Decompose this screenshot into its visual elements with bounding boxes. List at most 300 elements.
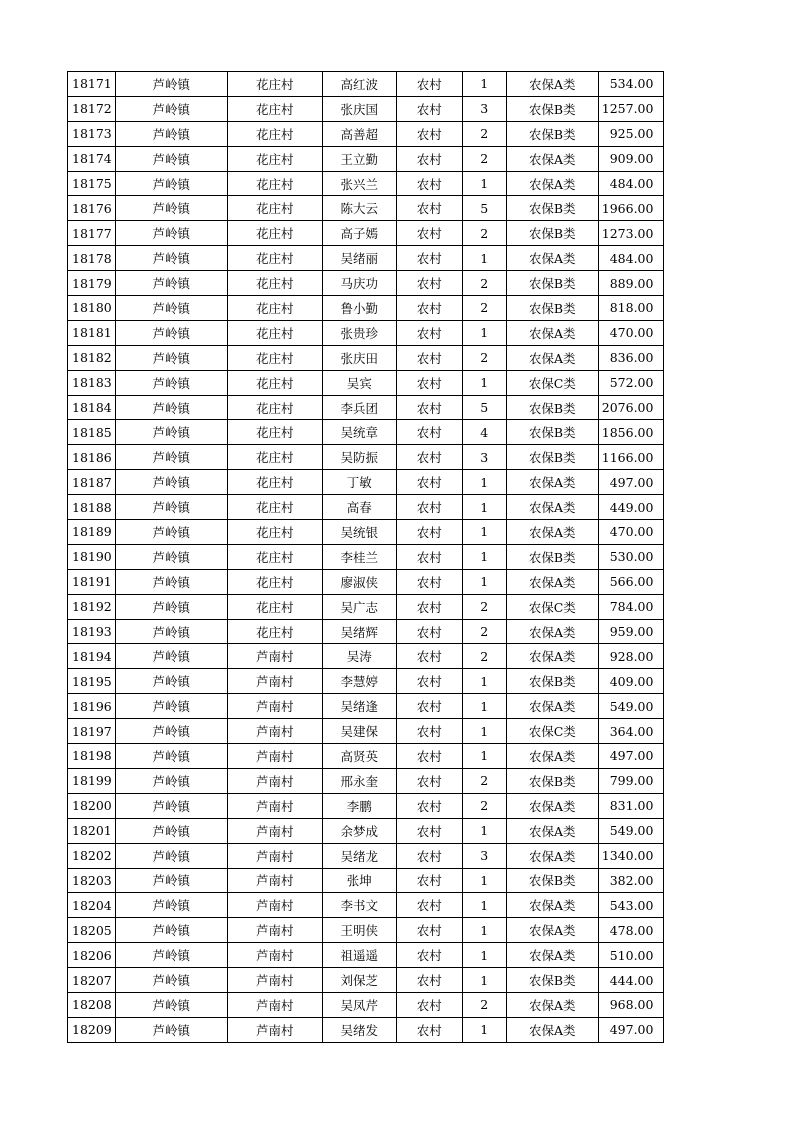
village-cell: 花庄村 — [227, 320, 322, 345]
record-id-cell: 18193 — [68, 619, 116, 644]
record-id-cell: 18182 — [68, 345, 116, 370]
town-cell: 芦岭镇 — [115, 370, 227, 395]
village-cell: 花庄村 — [227, 569, 322, 594]
town-cell: 芦岭镇 — [115, 495, 227, 520]
household-type-cell: 农村 — [396, 843, 462, 868]
village-cell: 花庄村 — [227, 495, 322, 520]
town-cell: 芦岭镇 — [115, 868, 227, 893]
household-type-cell: 农村 — [396, 569, 462, 594]
member-count-cell: 1 — [462, 893, 506, 918]
insurance-category-cell: 农保B类 — [506, 296, 598, 321]
person-name-cell: 吴涛 — [322, 644, 396, 669]
town-cell: 芦岭镇 — [115, 544, 227, 569]
village-cell: 花庄村 — [227, 271, 322, 296]
record-id-cell: 18190 — [68, 544, 116, 569]
village-cell: 芦南村 — [227, 843, 322, 868]
table-row — [68, 918, 664, 943]
person-name-cell: 马庆功 — [322, 271, 396, 296]
household-type-cell: 农村 — [396, 196, 462, 221]
member-count-cell: 3 — [462, 96, 506, 121]
household-type-cell: 农村 — [396, 694, 462, 719]
village-cell: 花庄村 — [227, 146, 322, 171]
village-cell: 芦南村 — [227, 943, 322, 968]
household-type-cell: 农村 — [396, 943, 462, 968]
amount-cell: 382.00 — [598, 868, 664, 893]
record-id-cell: 18191 — [68, 569, 116, 594]
amount-cell: 818.00 — [598, 296, 664, 321]
table-row — [68, 196, 664, 221]
table-row — [68, 818, 664, 843]
insurance-category-cell: 农保A类 — [506, 470, 598, 495]
table-row — [68, 470, 664, 495]
table-row — [68, 320, 664, 345]
member-count-cell: 1 — [462, 1017, 506, 1042]
household-type-cell: 农村 — [396, 445, 462, 470]
record-id-cell: 18175 — [68, 171, 116, 196]
amount-cell: 889.00 — [598, 271, 664, 296]
insurance-category-cell: 农保A类 — [506, 918, 598, 943]
town-cell: 芦岭镇 — [115, 968, 227, 993]
table-row — [68, 420, 664, 445]
member-count-cell: 5 — [462, 196, 506, 221]
household-type-cell: 农村 — [396, 669, 462, 694]
village-cell: 芦南村 — [227, 768, 322, 793]
insurance-category-cell: 农保B类 — [506, 669, 598, 694]
table-row — [68, 893, 664, 918]
insurance-category-cell: 农保A类 — [506, 744, 598, 769]
town-cell: 芦岭镇 — [115, 296, 227, 321]
member-count-cell: 2 — [462, 594, 506, 619]
amount-cell: 497.00 — [598, 744, 664, 769]
household-type-cell: 农村 — [396, 768, 462, 793]
table-row — [68, 370, 664, 395]
table-row — [68, 495, 664, 520]
town-cell: 芦岭镇 — [115, 345, 227, 370]
member-count-cell: 2 — [462, 992, 506, 1017]
amount-cell: 1856.00 — [598, 420, 664, 445]
data-table — [67, 71, 664, 1043]
village-cell: 花庄村 — [227, 345, 322, 370]
person-name-cell: 王立勤 — [322, 146, 396, 171]
member-count-cell: 1 — [462, 744, 506, 769]
member-count-cell: 1 — [462, 72, 506, 97]
town-cell: 芦岭镇 — [115, 893, 227, 918]
amount-cell: 566.00 — [598, 569, 664, 594]
table-row — [68, 694, 664, 719]
table-row — [68, 968, 664, 993]
insurance-category-cell: 农保A类 — [506, 246, 598, 271]
person-name-cell: 吴建保 — [322, 719, 396, 744]
table-row — [68, 644, 664, 669]
record-id-cell: 18184 — [68, 395, 116, 420]
member-count-cell: 1 — [462, 495, 506, 520]
table-row — [68, 744, 664, 769]
person-name-cell: 李书文 — [322, 893, 396, 918]
table-row — [68, 719, 664, 744]
person-name-cell: 李兵团 — [322, 395, 396, 420]
member-count-cell: 5 — [462, 395, 506, 420]
town-cell: 芦岭镇 — [115, 744, 227, 769]
member-count-cell: 1 — [462, 569, 506, 594]
record-id-cell: 18173 — [68, 121, 116, 146]
household-type-cell: 农村 — [396, 992, 462, 1017]
table-row — [68, 943, 664, 968]
record-id-cell: 18178 — [68, 246, 116, 271]
member-count-cell: 1 — [462, 669, 506, 694]
record-id-cell: 18194 — [68, 644, 116, 669]
household-type-cell: 农村 — [396, 345, 462, 370]
person-name-cell: 吴绪发 — [322, 1017, 396, 1042]
household-type-cell: 农村 — [396, 221, 462, 246]
village-cell: 芦南村 — [227, 793, 322, 818]
village-cell: 花庄村 — [227, 196, 322, 221]
record-id-cell: 18189 — [68, 520, 116, 545]
table-row — [68, 669, 664, 694]
person-name-cell: 祖遥遥 — [322, 943, 396, 968]
table-row — [68, 793, 664, 818]
village-cell: 花庄村 — [227, 445, 322, 470]
table-row — [68, 345, 664, 370]
amount-cell: 543.00 — [598, 893, 664, 918]
amount-cell: 909.00 — [598, 146, 664, 171]
village-cell: 芦南村 — [227, 1017, 322, 1042]
insurance-category-cell: 农保A类 — [506, 171, 598, 196]
member-count-cell: 1 — [462, 520, 506, 545]
town-cell: 芦岭镇 — [115, 96, 227, 121]
person-name-cell: 张庆国 — [322, 96, 396, 121]
amount-cell: 1257.00 — [598, 96, 664, 121]
member-count-cell: 2 — [462, 146, 506, 171]
insurance-category-cell: 农保B类 — [506, 271, 598, 296]
person-name-cell: 张兴兰 — [322, 171, 396, 196]
record-id-cell: 18183 — [68, 370, 116, 395]
household-type-cell: 农村 — [396, 893, 462, 918]
town-cell: 芦岭镇 — [115, 594, 227, 619]
amount-cell: 497.00 — [598, 470, 664, 495]
household-type-cell: 农村 — [396, 420, 462, 445]
person-name-cell: 张庆田 — [322, 345, 396, 370]
insurance-category-cell: 农保A类 — [506, 495, 598, 520]
amount-cell: 449.00 — [598, 495, 664, 520]
village-cell: 花庄村 — [227, 594, 322, 619]
record-id-cell: 18174 — [68, 146, 116, 171]
village-cell: 花庄村 — [227, 370, 322, 395]
record-id-cell: 18185 — [68, 420, 116, 445]
table-row — [68, 768, 664, 793]
insurance-category-cell: 农保A类 — [506, 992, 598, 1017]
insurance-category-cell: 农保B类 — [506, 96, 598, 121]
person-name-cell: 李桂兰 — [322, 544, 396, 569]
table-row — [68, 619, 664, 644]
town-cell: 芦岭镇 — [115, 943, 227, 968]
town-cell: 芦岭镇 — [115, 918, 227, 943]
amount-cell: 784.00 — [598, 594, 664, 619]
village-cell: 花庄村 — [227, 520, 322, 545]
record-id-cell: 18200 — [68, 793, 116, 818]
household-type-cell: 农村 — [396, 72, 462, 97]
town-cell: 芦岭镇 — [115, 221, 227, 246]
person-name-cell: 张贵珍 — [322, 320, 396, 345]
person-name-cell: 高善超 — [322, 121, 396, 146]
table-row — [68, 445, 664, 470]
person-name-cell: 王明侠 — [322, 918, 396, 943]
record-id-cell: 18176 — [68, 196, 116, 221]
record-id-cell: 18179 — [68, 271, 116, 296]
insurance-category-cell: 农保A类 — [506, 818, 598, 843]
person-name-cell: 吴宾 — [322, 370, 396, 395]
record-id-cell: 18204 — [68, 893, 116, 918]
insurance-category-cell: 农保A类 — [506, 1017, 598, 1042]
table-row — [68, 992, 664, 1017]
amount-cell: 1340.00 — [598, 843, 664, 868]
insurance-category-cell: 农保B类 — [506, 544, 598, 569]
person-name-cell: 邢永奎 — [322, 768, 396, 793]
village-cell: 芦南村 — [227, 744, 322, 769]
amount-cell: 1166.00 — [598, 445, 664, 470]
household-type-cell: 农村 — [396, 395, 462, 420]
person-name-cell: 吴统银 — [322, 520, 396, 545]
amount-cell: 831.00 — [598, 793, 664, 818]
member-count-cell: 1 — [462, 470, 506, 495]
insurance-category-cell: 农保C类 — [506, 370, 598, 395]
person-name-cell: 高贤英 — [322, 744, 396, 769]
household-type-cell: 农村 — [396, 619, 462, 644]
amount-cell: 484.00 — [598, 171, 664, 196]
record-id-cell: 18198 — [68, 744, 116, 769]
member-count-cell: 2 — [462, 619, 506, 644]
member-count-cell: 1 — [462, 544, 506, 569]
household-type-cell: 农村 — [396, 1017, 462, 1042]
record-id-cell: 18171 — [68, 72, 116, 97]
amount-cell: 470.00 — [598, 520, 664, 545]
amount-cell: 925.00 — [598, 121, 664, 146]
amount-cell: 799.00 — [598, 768, 664, 793]
record-id-cell: 18202 — [68, 843, 116, 868]
town-cell: 芦岭镇 — [115, 619, 227, 644]
household-type-cell: 农村 — [396, 121, 462, 146]
insurance-category-cell: 农保B类 — [506, 395, 598, 420]
table-row — [68, 544, 664, 569]
person-name-cell: 余梦成 — [322, 818, 396, 843]
person-name-cell: 高子嫣 — [322, 221, 396, 246]
table-row — [68, 96, 664, 121]
amount-cell: 534.00 — [598, 72, 664, 97]
village-cell: 芦南村 — [227, 818, 322, 843]
record-id-cell: 18172 — [68, 96, 116, 121]
insurance-category-cell: 农保B类 — [506, 420, 598, 445]
member-count-cell: 2 — [462, 793, 506, 818]
table-row — [68, 221, 664, 246]
member-count-cell: 1 — [462, 370, 506, 395]
town-cell: 芦岭镇 — [115, 72, 227, 97]
amount-cell: 484.00 — [598, 246, 664, 271]
household-type-cell: 农村 — [396, 246, 462, 271]
insurance-category-cell: 农保A类 — [506, 644, 598, 669]
table-body — [68, 72, 664, 1043]
town-cell: 芦岭镇 — [115, 644, 227, 669]
record-id-cell: 18177 — [68, 221, 116, 246]
village-cell: 芦南村 — [227, 893, 322, 918]
record-id-cell: 18187 — [68, 470, 116, 495]
household-type-cell: 农村 — [396, 719, 462, 744]
insurance-category-cell: 农保B类 — [506, 221, 598, 246]
insurance-category-cell: 农保A类 — [506, 320, 598, 345]
member-count-cell: 1 — [462, 246, 506, 271]
record-id-cell: 18207 — [68, 968, 116, 993]
village-cell: 花庄村 — [227, 121, 322, 146]
record-id-cell: 18197 — [68, 719, 116, 744]
table-row — [68, 594, 664, 619]
amount-cell: 530.00 — [598, 544, 664, 569]
household-type-cell: 农村 — [396, 744, 462, 769]
table-row — [68, 296, 664, 321]
amount-cell: 572.00 — [598, 370, 664, 395]
town-cell: 芦岭镇 — [115, 520, 227, 545]
amount-cell: 928.00 — [598, 644, 664, 669]
town-cell: 芦岭镇 — [115, 793, 227, 818]
record-id-cell: 18186 — [68, 445, 116, 470]
member-count-cell: 1 — [462, 918, 506, 943]
household-type-cell: 农村 — [396, 470, 462, 495]
household-type-cell: 农村 — [396, 818, 462, 843]
table-row — [68, 1017, 664, 1042]
household-type-cell: 农村 — [396, 644, 462, 669]
town-cell: 芦岭镇 — [115, 1017, 227, 1042]
household-type-cell: 农村 — [396, 296, 462, 321]
member-count-cell: 2 — [462, 271, 506, 296]
person-name-cell: 张坤 — [322, 868, 396, 893]
amount-cell: 549.00 — [598, 694, 664, 719]
village-cell: 芦南村 — [227, 719, 322, 744]
person-name-cell: 陈大云 — [322, 196, 396, 221]
member-count-cell: 1 — [462, 719, 506, 744]
person-name-cell: 丁敏 — [322, 470, 396, 495]
member-count-cell: 2 — [462, 345, 506, 370]
table-row — [68, 520, 664, 545]
village-cell: 芦南村 — [227, 669, 322, 694]
member-count-cell: 2 — [462, 221, 506, 246]
village-cell: 花庄村 — [227, 296, 322, 321]
amount-cell: 497.00 — [598, 1017, 664, 1042]
member-count-cell: 2 — [462, 644, 506, 669]
household-type-cell: 农村 — [396, 495, 462, 520]
table-row — [68, 395, 664, 420]
insurance-category-cell: 农保A类 — [506, 619, 598, 644]
person-name-cell: 吴绪辉 — [322, 619, 396, 644]
record-id-cell: 18199 — [68, 768, 116, 793]
village-cell: 芦南村 — [227, 968, 322, 993]
member-count-cell: 1 — [462, 320, 506, 345]
household-type-cell: 农村 — [396, 544, 462, 569]
member-count-cell: 3 — [462, 445, 506, 470]
record-id-cell: 18188 — [68, 495, 116, 520]
insurance-category-cell: 农保A类 — [506, 72, 598, 97]
household-type-cell: 农村 — [396, 271, 462, 296]
town-cell: 芦岭镇 — [115, 320, 227, 345]
amount-cell: 470.00 — [598, 320, 664, 345]
town-cell: 芦岭镇 — [115, 196, 227, 221]
household-type-cell: 农村 — [396, 594, 462, 619]
village-cell: 花庄村 — [227, 544, 322, 569]
person-name-cell: 吴防振 — [322, 445, 396, 470]
table-row — [68, 868, 664, 893]
insurance-category-cell: 农保A类 — [506, 146, 598, 171]
person-name-cell: 吴绪丽 — [322, 246, 396, 271]
town-cell: 芦岭镇 — [115, 146, 227, 171]
town-cell: 芦岭镇 — [115, 694, 227, 719]
insurance-category-cell: 农保C类 — [506, 594, 598, 619]
insurance-category-cell: 农保A类 — [506, 943, 598, 968]
table-row — [68, 843, 664, 868]
insurance-category-cell: 农保A类 — [506, 694, 598, 719]
member-count-cell: 1 — [462, 818, 506, 843]
table-row — [68, 569, 664, 594]
town-cell: 芦岭镇 — [115, 445, 227, 470]
table-row — [68, 171, 664, 196]
village-cell: 花庄村 — [227, 619, 322, 644]
record-id-cell: 18203 — [68, 868, 116, 893]
member-count-cell: 1 — [462, 868, 506, 893]
amount-cell: 2076.00 — [598, 395, 664, 420]
household-type-cell: 农村 — [396, 146, 462, 171]
person-name-cell: 高春 — [322, 495, 396, 520]
person-name-cell: 鲁小勤 — [322, 296, 396, 321]
village-cell: 芦南村 — [227, 694, 322, 719]
household-type-cell: 农村 — [396, 171, 462, 196]
member-count-cell: 1 — [462, 943, 506, 968]
town-cell: 芦岭镇 — [115, 171, 227, 196]
amount-cell: 409.00 — [598, 669, 664, 694]
person-name-cell: 高红波 — [322, 72, 396, 97]
village-cell: 花庄村 — [227, 221, 322, 246]
record-id-cell: 18196 — [68, 694, 116, 719]
person-name-cell: 吴绪龙 — [322, 843, 396, 868]
person-name-cell: 吴统章 — [322, 420, 396, 445]
person-name-cell: 吴绪逢 — [322, 694, 396, 719]
member-count-cell: 1 — [462, 171, 506, 196]
record-id-cell: 18195 — [68, 669, 116, 694]
household-type-cell: 农村 — [396, 96, 462, 121]
town-cell: 芦岭镇 — [115, 843, 227, 868]
record-id-cell: 18192 — [68, 594, 116, 619]
household-type-cell: 农村 — [396, 520, 462, 545]
insurance-category-cell: 农保B类 — [506, 868, 598, 893]
record-id-cell: 18180 — [68, 296, 116, 321]
town-cell: 芦岭镇 — [115, 569, 227, 594]
village-cell: 花庄村 — [227, 246, 322, 271]
insurance-category-cell: 农保A类 — [506, 569, 598, 594]
record-id-cell: 18209 — [68, 1017, 116, 1042]
town-cell: 芦岭镇 — [115, 669, 227, 694]
member-count-cell: 2 — [462, 296, 506, 321]
town-cell: 芦岭镇 — [115, 818, 227, 843]
amount-cell: 1273.00 — [598, 221, 664, 246]
insurance-category-cell: 农保A类 — [506, 793, 598, 818]
amount-cell: 1966.00 — [598, 196, 664, 221]
amount-cell: 968.00 — [598, 992, 664, 1017]
household-type-cell: 农村 — [396, 793, 462, 818]
record-id-cell: 18181 — [68, 320, 116, 345]
record-id-cell: 18208 — [68, 992, 116, 1017]
town-cell: 芦岭镇 — [115, 271, 227, 296]
table-row — [68, 246, 664, 271]
person-name-cell: 廖淑侠 — [322, 569, 396, 594]
amount-cell: 510.00 — [598, 943, 664, 968]
village-cell: 花庄村 — [227, 96, 322, 121]
village-cell: 花庄村 — [227, 470, 322, 495]
household-type-cell: 农村 — [396, 968, 462, 993]
person-name-cell: 吴广志 — [322, 594, 396, 619]
